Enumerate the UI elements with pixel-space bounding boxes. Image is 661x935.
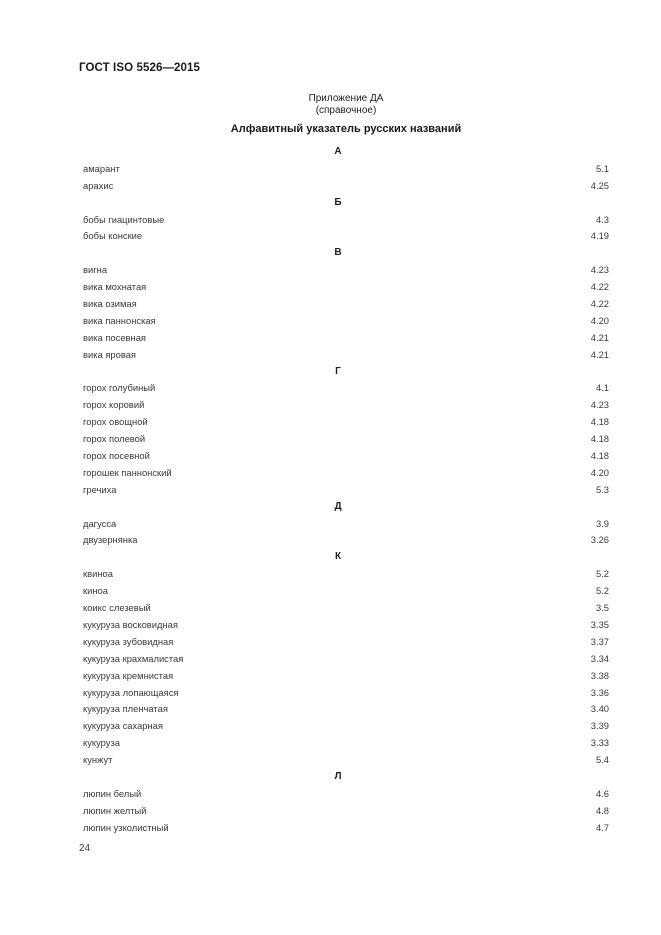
index-entry <box>83 397 609 414</box>
entry-name: горох полевой <box>83 433 146 445</box>
index-entry <box>83 414 609 431</box>
entry-name: горох овощной <box>83 416 148 428</box>
entry-ref: 4.1 <box>595 382 609 394</box>
entry-name: кукуруза крахмалистая <box>83 652 184 664</box>
entry-name: кукуруза кремнистая <box>83 669 174 681</box>
entry-ref: 3.37 <box>590 635 609 647</box>
index-entry <box>83 583 609 600</box>
section-letter-b <box>83 195 609 212</box>
index-entry <box>83 482 609 499</box>
index-entry <box>83 634 609 651</box>
index-entry <box>83 212 609 229</box>
entry-name: коикс слезевый <box>83 602 151 614</box>
entry-name: вика паннонская <box>83 314 156 326</box>
appendix-subtitle: (справочное) <box>315 105 377 116</box>
section-letter-l <box>83 769 609 786</box>
section-letter-label: В <box>334 247 342 259</box>
entry-ref: 3.38 <box>590 669 609 681</box>
section-letter-label: К <box>334 551 342 563</box>
index-entry <box>83 786 609 803</box>
index-entry <box>83 820 609 837</box>
entry-name: кукуруза восковидная <box>83 618 178 630</box>
entry-name: люпин желтый <box>83 804 147 816</box>
entry-name: амарант <box>83 162 120 174</box>
entry-ref: 4.22 <box>590 298 609 310</box>
entry-name: дагусса <box>83 517 117 529</box>
index-entry <box>83 685 609 702</box>
entry-name: вика мохнатая <box>83 281 147 293</box>
entry-ref: 3.5 <box>595 602 609 614</box>
entry-name: кукуруза сахарная <box>83 720 163 732</box>
index-entry <box>83 228 609 245</box>
index-entry <box>83 668 609 685</box>
entry-ref: 5.4 <box>595 754 609 766</box>
index-entry <box>83 718 609 735</box>
entry-name: вика посевная <box>83 331 146 343</box>
index-entry <box>83 313 609 330</box>
entry-ref: 4.7 <box>595 821 609 833</box>
section-letter-label: Л <box>334 770 342 782</box>
entry-name: бобы гиацинтовые <box>83 213 165 225</box>
entry-name: кукуруза <box>83 737 120 749</box>
entry-ref: 4.8 <box>595 804 609 816</box>
index-entry <box>83 296 609 313</box>
entry-ref: 3.36 <box>590 686 609 698</box>
section-letter-label: А <box>334 146 342 157</box>
index-entry <box>83 448 609 465</box>
document-standard-header: ГОСТ ISO 5526—2015 <box>79 62 201 74</box>
section-letter-label: Г <box>335 365 341 377</box>
index-entry <box>83 651 609 668</box>
index-entry <box>83 532 609 549</box>
entry-name: люпин узколистный <box>83 821 169 833</box>
entry-name: двузернянка <box>83 534 138 546</box>
entry-name: кукуруза зубовидная <box>83 635 174 647</box>
entry-name: горох коровий <box>83 399 145 411</box>
entry-ref: 4.23 <box>590 264 609 276</box>
entry-name: вика озимая <box>83 298 137 310</box>
entry-ref: 3.34 <box>590 652 609 664</box>
index-entry <box>83 431 609 448</box>
entry-name: кукуруза пленчатая <box>83 703 168 715</box>
entry-name: бобы конские <box>83 230 143 242</box>
section-letter-a <box>83 144 609 161</box>
entry-ref: 4.18 <box>590 433 609 445</box>
index-entry <box>83 330 609 347</box>
entry-ref: 5.2 <box>595 568 609 580</box>
entry-name: кукуруза лопающаяся <box>83 686 179 698</box>
section-letter-g <box>83 364 609 381</box>
entry-ref: 4.6 <box>595 787 609 799</box>
section-letter-d <box>83 499 609 516</box>
entry-name: кунжут <box>83 754 113 766</box>
section-letter-label: Д <box>334 500 342 512</box>
entry-name: арахис <box>83 179 114 191</box>
entry-ref: 4.18 <box>590 450 609 462</box>
entry-ref: 3.26 <box>590 534 609 546</box>
entry-name: киноа <box>83 585 108 597</box>
entry-ref: 4.20 <box>590 466 609 478</box>
entry-ref: 3.9 <box>595 517 609 529</box>
alphabetical-index <box>83 144 609 837</box>
entry-name: вика яровая <box>83 348 137 360</box>
index-entry <box>83 566 609 583</box>
entry-name: горох посевной <box>83 450 150 462</box>
entry-ref: 5.3 <box>595 483 609 495</box>
entry-ref: 3.40 <box>590 703 609 715</box>
entry-name: горошек паннонский <box>83 466 172 478</box>
entry-ref: 4.18 <box>590 416 609 428</box>
entry-ref: 4.20 <box>590 314 609 326</box>
index-entry <box>83 279 609 296</box>
appendix-title: Приложение ДА <box>308 93 384 104</box>
entry-ref: 4.25 <box>590 179 609 191</box>
entry-ref: 4.3 <box>595 213 609 225</box>
entry-ref: 3.33 <box>590 737 609 749</box>
page-number: 24 <box>79 843 91 854</box>
index-entry <box>83 735 609 752</box>
entry-name: люпин белый <box>83 787 142 799</box>
section-letter-k <box>83 549 609 566</box>
entry-ref: 4.19 <box>590 230 609 242</box>
index-title: Алфавитный указатель русских названий <box>230 123 462 135</box>
entry-ref: 4.22 <box>590 281 609 293</box>
index-entry <box>83 161 609 178</box>
entry-ref: 4.21 <box>590 331 609 343</box>
section-letter-label: Б <box>334 196 342 208</box>
entry-ref: 5.1 <box>595 162 609 174</box>
index-entry <box>83 600 609 617</box>
entry-name: гречиха <box>83 483 117 495</box>
index-entry <box>83 803 609 820</box>
entry-ref: 5.2 <box>595 585 609 597</box>
index-entry <box>83 617 609 634</box>
index-entry <box>83 347 609 364</box>
index-entry <box>83 516 609 533</box>
section-letter-v <box>83 245 609 262</box>
entry-name: горох голубиный <box>83 382 156 394</box>
index-entry <box>83 178 609 195</box>
index-entry <box>83 465 609 482</box>
index-entry <box>83 701 609 718</box>
entry-ref: 4.21 <box>590 348 609 360</box>
entry-ref: 4.23 <box>590 399 609 411</box>
entry-ref: 3.39 <box>590 720 609 732</box>
index-entry <box>83 752 609 769</box>
index-entry <box>83 262 609 279</box>
entry-ref: 3.35 <box>590 618 609 630</box>
entry-name: квиноа <box>83 568 113 580</box>
entry-name: вигна <box>83 264 108 276</box>
index-entry <box>83 380 609 397</box>
